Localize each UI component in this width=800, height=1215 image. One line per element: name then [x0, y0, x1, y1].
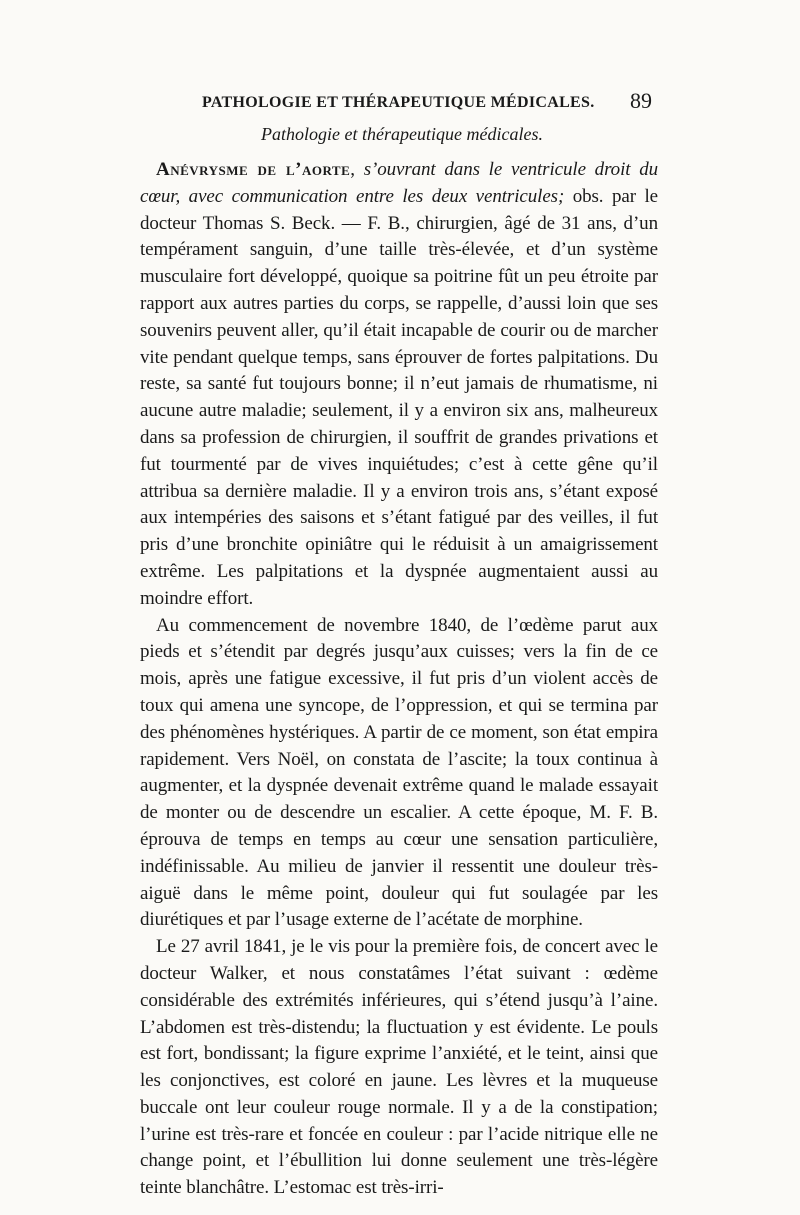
running-title: PATHOLOGIE ET THÉRAPEUTIQUE MÉDICALES.: [202, 94, 595, 111]
paragraph-1-text: obs. par le docteur Thomas S. Beck. — F. B., chirurgien, âgé de 31 ans, d’un tempérament sanguin, d’une taille très-élevée, et d’un système musculaire fort développé, quoique sa poitrine fût un peu étroite par rapport aux autres parties du corps, se rappelle, d’aussi loin que ses souvenirs peuvent aller, qu’il était incapable de courir ou de marcher vite pendant quelque temps, sans éprouver de fortes palpitations. Du reste, sa santé fut toujours bonne; il n’eut jamais de rhumatisme, ni aucune autre maladie; seulement, il y a environ six ans, malheureux dans sa profession de chirurgien, il souffrit de grandes privations et fut tourmenté par de vives inquiétudes; c’est à cette gêne qu’il attribua sa dernière maladie. Il y a environ trois ans, s’étant exposé aux intempéries des saisons et s’étant fatigué par des veilles, il fut pris d’une bronchite opiniâtre qui le réduisit à un amaigrissement extrême. Les palpitations et la dyspnée augmentaient aussi au moindre effort.: [140, 185, 658, 609]
paragraph-3: Le 27 avril 1841, je le vis pour la première fois, de concert avec le docteur Walker, et nous constatâmes l’état suivant : œdème considérable des extrémités inférieures, qui s’étend jusqu’à l’aine. L’abdomen est très-distendu; la fluctuation y est évidente. Le pouls est fort, bondissant; la figure exprime l’anxiété, et le teint, ainsi que les conjonctives, est coloré en jaune. Les lèvres et la muqueuse buccale ont leur couleur rouge normale. Il y a de la constipation; l’urine est très-rare et foncée en couleur : par l’acide nitrique elle ne change point, et l’ébullition lui donne seulement une très-légère teinte blanchâtre. L’estomac est très-irri-: [140, 936, 658, 1199]
paragraph-1: [140, 157, 658, 613]
paragraph-2: Au commencement de novembre 1840, de l’œdème parut aux pieds et s’étendit par degrés jusqu’aux cuisses; vers la fin de ce mois, après une fatigue excessive, il fut pris d’un violent accès de toux qui amena une syncope, de l’oppression, et qui se termina par des phénomènes hystériques. A partir de ce moment, son état empira rapidement. Vers Noël, on constata de l’ascite; la toux continua à augmenter, et la dyspnée devenait extrême quand le malade essayait de monter ou de descendre un escalier. A cette époque, M. F. B. éprouva de temps en temps au cœur une sensation particulière, indéfinissable. Au milieu de janvier il ressentit une douleur très-aiguë dans le même point, douleur qui fut soulagée par les diurétiques et par l’usage externe de l’acétate de morphine.: [140, 614, 658, 931]
heading-separator: ,: [350, 159, 364, 180]
article-heading: Anévrysme de l’aorte: [156, 159, 351, 180]
running-head: [140, 88, 658, 122]
section-title: Pathologie et thérapeutique médicales.: [261, 124, 543, 144]
book-page: [140, 88, 658, 1202]
article-subtitle: s’ouvrant dans le ventricule droit du cœur, avec communication entre les deux ventricules;: [140, 159, 658, 207]
page-number: 89: [630, 88, 652, 113]
